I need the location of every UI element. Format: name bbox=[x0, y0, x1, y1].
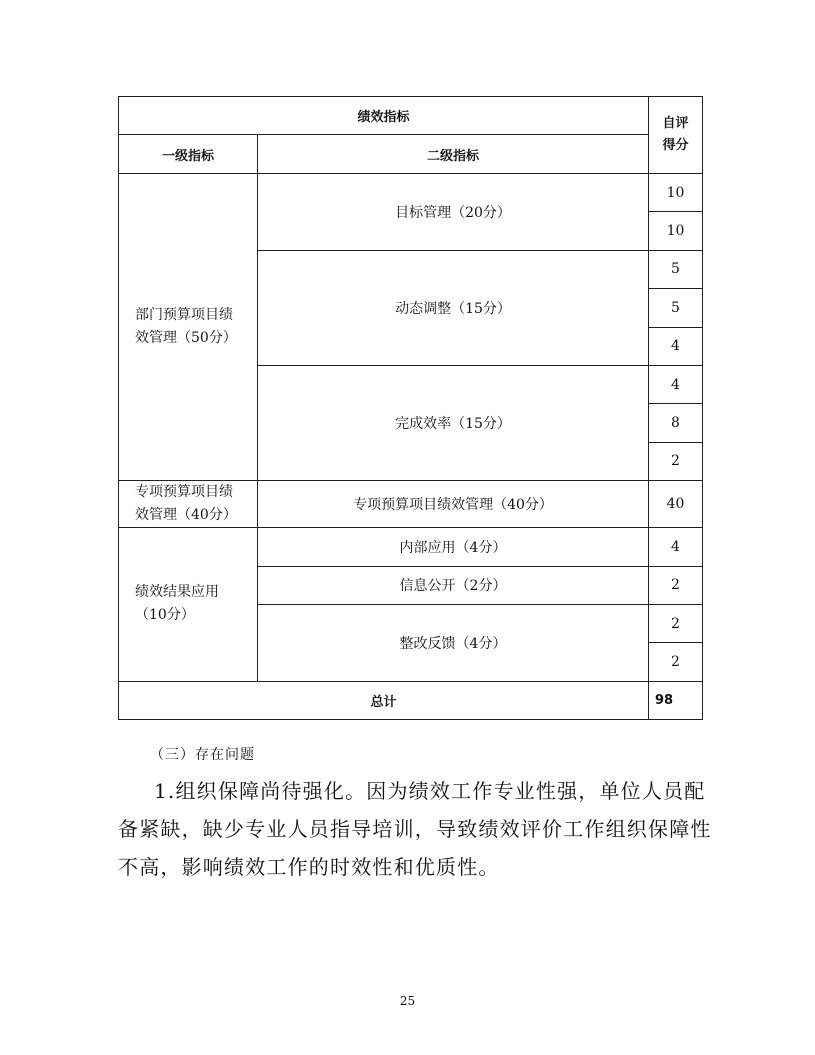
level1-indicator: 专项预算项目绩效管理（40分） bbox=[119, 481, 258, 528]
issue-paragraph: 1.组织保障尚待强化。因为绩效工作专业性强，单位人员配备紧缺，缺少专业人员指导培训，导致绩效评价工作组织保障性不高，影响绩效工作的时效性和优质性。 bbox=[118, 779, 712, 879]
header-performance-indicators: 绩效指标 bbox=[119, 97, 649, 135]
self-score-cell: 2 bbox=[649, 566, 703, 604]
level2-indicator: 专项预算项目绩效管理（40分） bbox=[258, 481, 649, 528]
header-level2: 二级指标 bbox=[258, 135, 649, 174]
self-score-cell: 10 bbox=[649, 212, 703, 250]
level2-indicator: 动态调整（15分） bbox=[258, 250, 649, 365]
self-score-cell: 2 bbox=[649, 643, 703, 681]
table-row bbox=[119, 481, 703, 528]
self-score-cell: 2 bbox=[649, 442, 703, 480]
self-score-cell: 4 bbox=[649, 327, 703, 365]
self-score-cell: 4 bbox=[649, 528, 703, 566]
total-row bbox=[119, 681, 703, 719]
self-score-cell: 2 bbox=[649, 604, 703, 642]
section-heading: （三）存在问题 bbox=[150, 747, 255, 763]
table-row bbox=[119, 174, 703, 212]
level2-indicator: 整改反馈（4分） bbox=[258, 604, 649, 681]
header-level1: 一级指标 bbox=[119, 135, 258, 174]
page-number: 25 bbox=[399, 994, 416, 1008]
level2-indicator: 信息公开（2分） bbox=[258, 566, 649, 604]
level2-indicator: 内部应用（4分） bbox=[258, 528, 649, 566]
self-score-cell: 40 bbox=[649, 481, 703, 528]
level2-indicator: 完成效率（15分） bbox=[258, 365, 649, 480]
self-score-cell: 5 bbox=[649, 289, 703, 327]
header-self-score bbox=[649, 97, 703, 174]
header-self-score-text: 自评 得分 bbox=[662, 116, 689, 153]
table-row bbox=[119, 528, 703, 566]
self-score-cell: 5 bbox=[649, 250, 703, 288]
total-label: 总计 bbox=[119, 681, 649, 719]
total-score: 98 bbox=[649, 681, 703, 719]
self-score-cell: 8 bbox=[649, 404, 703, 442]
level1-indicator: 部门预算项目绩效管理（50分） bbox=[119, 174, 258, 481]
self-score-cell: 4 bbox=[649, 365, 703, 403]
level2-indicator: 目标管理（20分） bbox=[258, 174, 649, 251]
self-score-cell: 10 bbox=[649, 174, 703, 212]
level1-indicator: 绩效结果应用（10分） bbox=[119, 528, 258, 682]
performance-evaluation-table bbox=[118, 96, 703, 720]
